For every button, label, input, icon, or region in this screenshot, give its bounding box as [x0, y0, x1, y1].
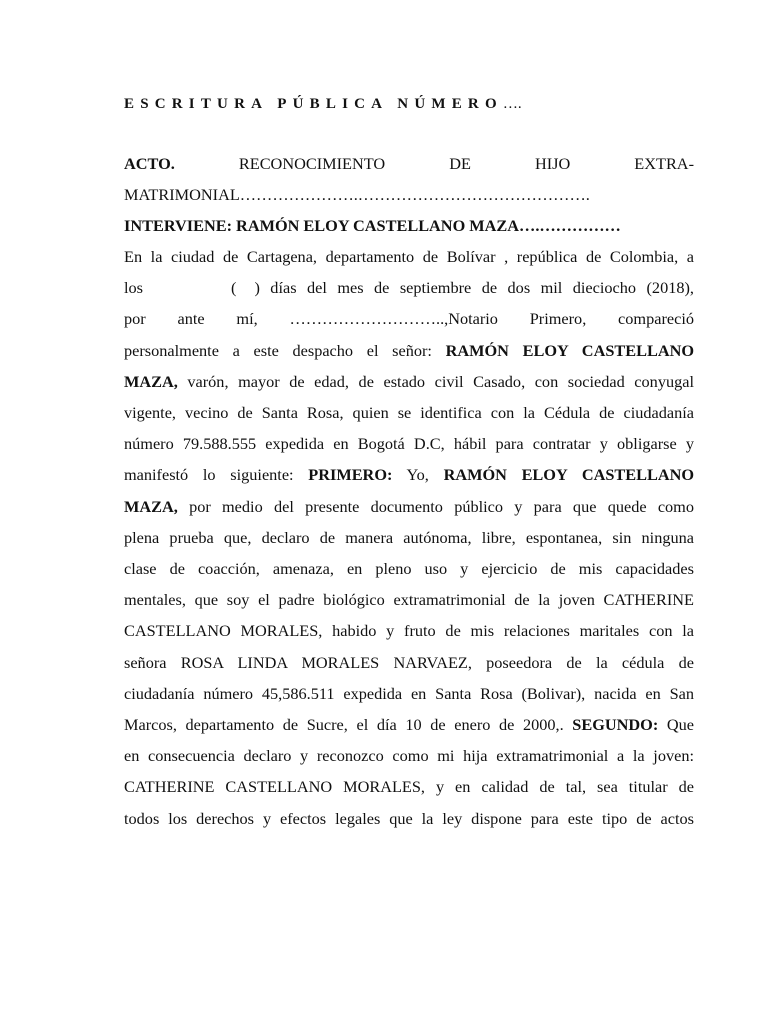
body-line: número 79.588.555 expedida en Bogotá D.C, hábil para contratar y obligarse y	[124, 434, 694, 453]
body-line: todos los derechos y efectos legales que la ley dispone para este tipo de actos	[124, 809, 694, 828]
body-line: mentales, que soy el padre biológico extramatrimonial de la joven CATHERINE	[124, 590, 694, 609]
body-line: en consecuencia declaro y reconozco como mi hija extramatrimonial a la joven:	[124, 746, 694, 765]
act-line: ACTO. RECONOCIMIENTO DE HIJO EXTRA-	[124, 154, 694, 173]
body-line: personalmente a este despacho el señor: RAMÓN ELOY CASTELLANO	[124, 341, 694, 360]
body-line: manifestó lo siguiente: PRIMERO: Yo, RAMÓN ELOY CASTELLANO	[124, 465, 695, 484]
body-line: ciudadanía número 45,586.511 expedida en Santa Rosa (Bolivar), nacida en San	[124, 684, 694, 703]
document-title-text: ESCRITURA PÚBLICA NÚMERO	[124, 96, 503, 112]
body-line: los ( ) días del mes de septiembre de dos mil dieciocho (2018),	[124, 278, 694, 297]
body-line: clase de coacción, amenaza, en pleno uso y ejercicio de mis capacidades	[124, 559, 694, 578]
body-line: MAZA, por medio del presente documento público y para que quede como	[124, 497, 694, 516]
body-line: CASTELLANO MORALES, habido y fruto de mis relaciones maritales con la	[124, 621, 694, 640]
body-line: Marcos, departamento de Sucre, el día 10 de enero de 2000,. SEGUNDO: Que	[124, 715, 694, 734]
body-line: MAZA, varón, mayor de edad, de estado civil Casado, con sociedad conyugal	[124, 372, 694, 391]
body-line: por ante mí, ………………………..,Notario Primero, compareció	[124, 309, 694, 328]
body-line: señora ROSA LINDA MORALES NARVAEZ, poseedora de la cédula de	[124, 653, 694, 672]
body-line: CATHERINE CASTELLANO MORALES, y en calidad de tal, sea titular de	[124, 777, 694, 796]
body-line: vigente, vecino de Santa Rosa, quien se identifica con la Cédula de ciudadanía	[124, 403, 694, 422]
document-title-dots: ….	[502, 96, 522, 112]
intervener-line: INTERVIENE: RAMÓN ELOY CASTELLANO MAZA….……………	[124, 216, 621, 235]
document-title	[124, 92, 694, 116]
body-line: En la ciudad de Cartagena, departamento de Bolívar , república de Colombia, a	[124, 247, 694, 266]
act-line-continued: MATRIMONIAL………………….…………………………………….	[124, 185, 590, 204]
body-line: plena prueba que, declaro de manera autónoma, libre, espontanea, sin ninguna	[124, 528, 694, 547]
